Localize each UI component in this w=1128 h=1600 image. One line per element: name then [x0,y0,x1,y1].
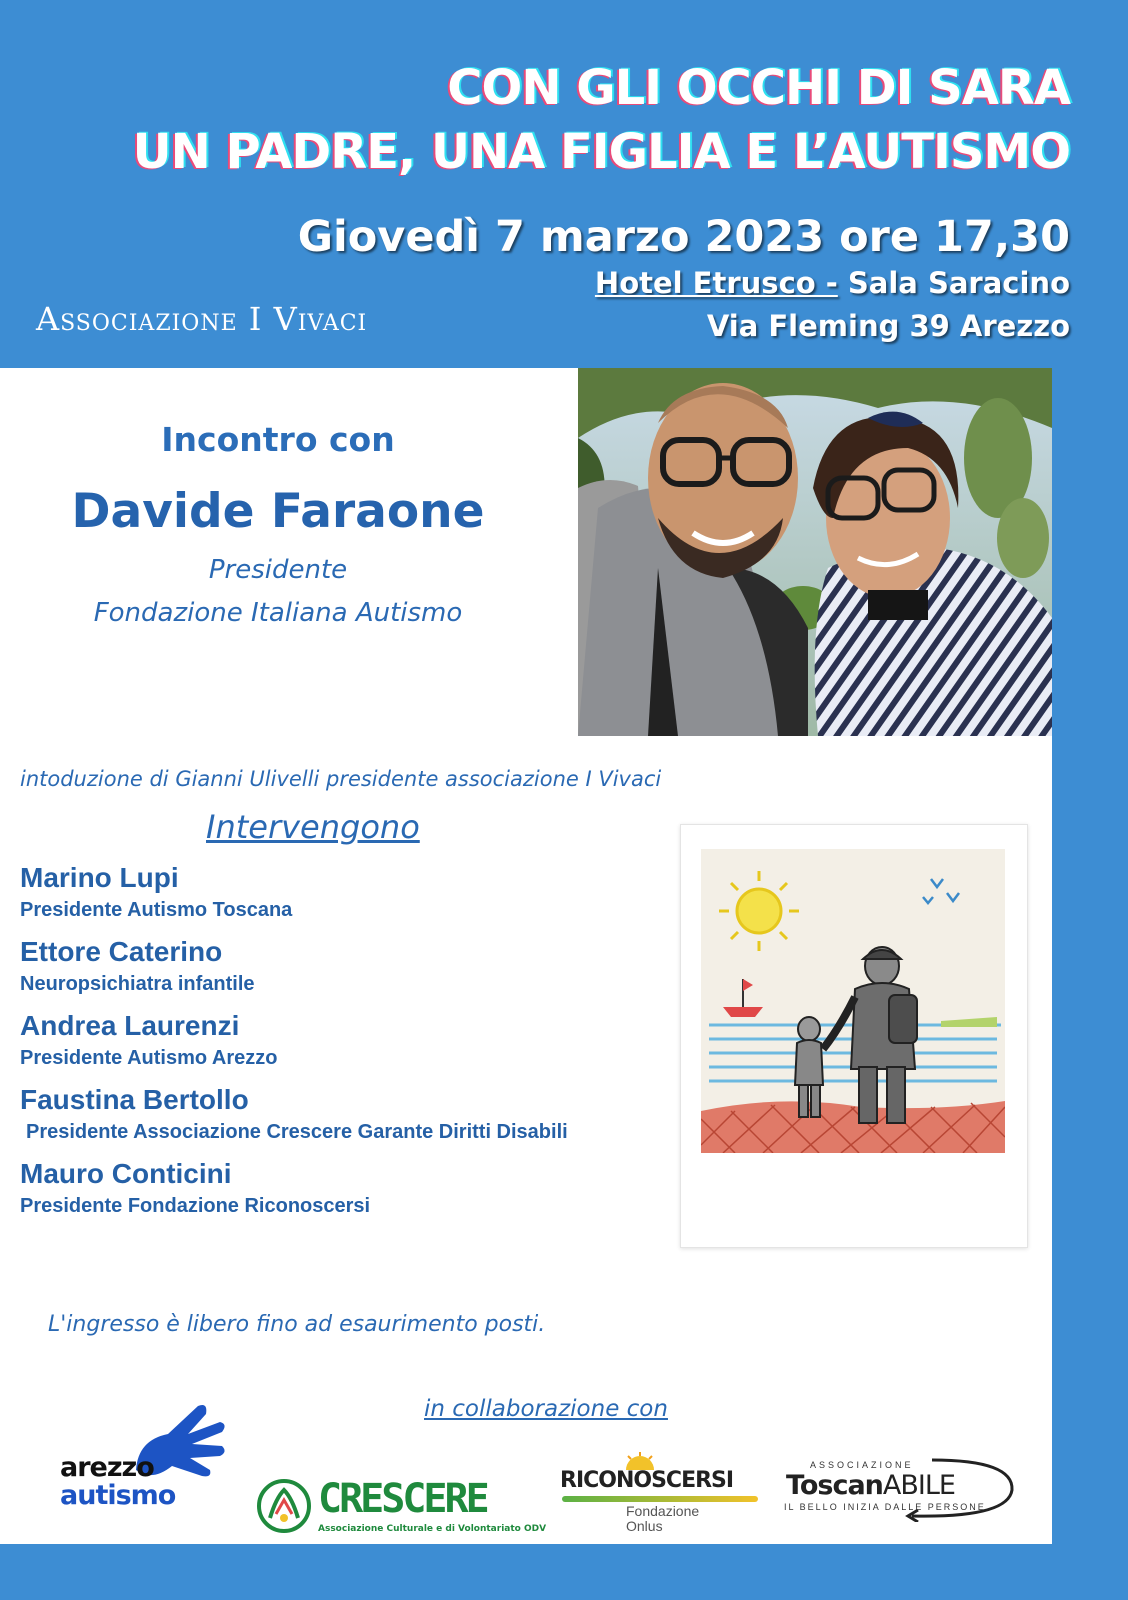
crescere-name: CRESCERE [318,1476,487,1522]
toscanabile-light: ABILE [882,1470,955,1501]
toscanabile-name [786,1470,955,1501]
riconoscersi-subtitle [626,1504,699,1534]
riconoscersi-bar [562,1496,758,1502]
speaker-name: Andrea Laurenzi [20,1010,240,1041]
crescere-subtitle: Associazione Culturale e di Volontariato ODV [318,1524,547,1534]
speaker-name: Ettore Caterino [20,936,223,967]
riconoscersi-sub-line-1: Fondazione [626,1503,700,1519]
autismo-word: autismo [60,1480,176,1511]
speaker-role: Presidente Autismo Toscana [20,899,293,921]
toscanabile-top: ASSOCIAZIONE [810,1460,914,1470]
arezzo-autismo-logo [58,1400,228,1520]
venue-room: Sala Saracino [837,266,1070,300]
venue-hotel: Hotel Etrusco - [594,266,838,300]
speaker-role: Presidente Autismo Arezzo [20,1047,278,1069]
event-venue [595,266,1070,300]
event-date: Giovedì 7 marzo 2023 ore 17,30 [297,212,1070,262]
speaker-name: Mauro Conticini [20,1158,232,1189]
guest-photo [578,368,1052,736]
guest-organization: Fondazione Italiana Autismo [93,598,463,628]
introduction-text: intoduzione di Gianni Ulivelli presidente associazione I Vivaci [20,767,662,791]
guest-role: Presidente [208,555,348,585]
collaboration-heading: in collaborazione con [424,1396,668,1422]
meeting-intro: Incontro con [161,420,395,459]
riconoscersi-name: RICONOSCERSI [560,1468,734,1493]
toscanabile-bold: Toscan [786,1470,883,1501]
admission-note: L'ingresso è libero fino ad esaurimento posti. [48,1312,546,1337]
speakers-heading: Intervengono [206,808,420,846]
speaker-role: Presidente Fondazione Riconoscersi [20,1195,371,1217]
crescere-emblem-icon [256,1478,312,1534]
polaroid-drawing [680,824,1028,1248]
organizer-name: Associazione I Vivaci [36,300,368,338]
speaker-role: Neuropsichiatra infantile [20,973,255,995]
riconoscersi-sub-line-2: Onlus [626,1518,663,1534]
event-title-line-1: CON GLI OCCHI DI SARA [447,60,1070,116]
crescere-logo [256,1476,547,1542]
speaker-name: Faustina Bertollo [20,1084,249,1115]
speakers-list [20,860,660,1230]
guest-name: Davide Faraone [71,484,485,539]
speaker-name: Marino Lupi [20,862,179,893]
drawing-illustration [701,849,1005,1153]
riconoscersi-logo [560,1452,760,1534]
toscanabile-tagline: IL BELLO INIZIA DALLE PERSONE [784,1502,986,1512]
event-address: Via Fleming 39 Arezzo [706,309,1070,343]
toscanabile-logo [782,1456,1018,1522]
arezzo-word: arezzo [60,1452,154,1483]
event-title-line-2: UN PADRE, UNA FIGLIA E L’AUTISMO [132,124,1070,180]
speaker-role: Presidente Associazione Crescere Garante Diritti Disabili [26,1121,568,1143]
